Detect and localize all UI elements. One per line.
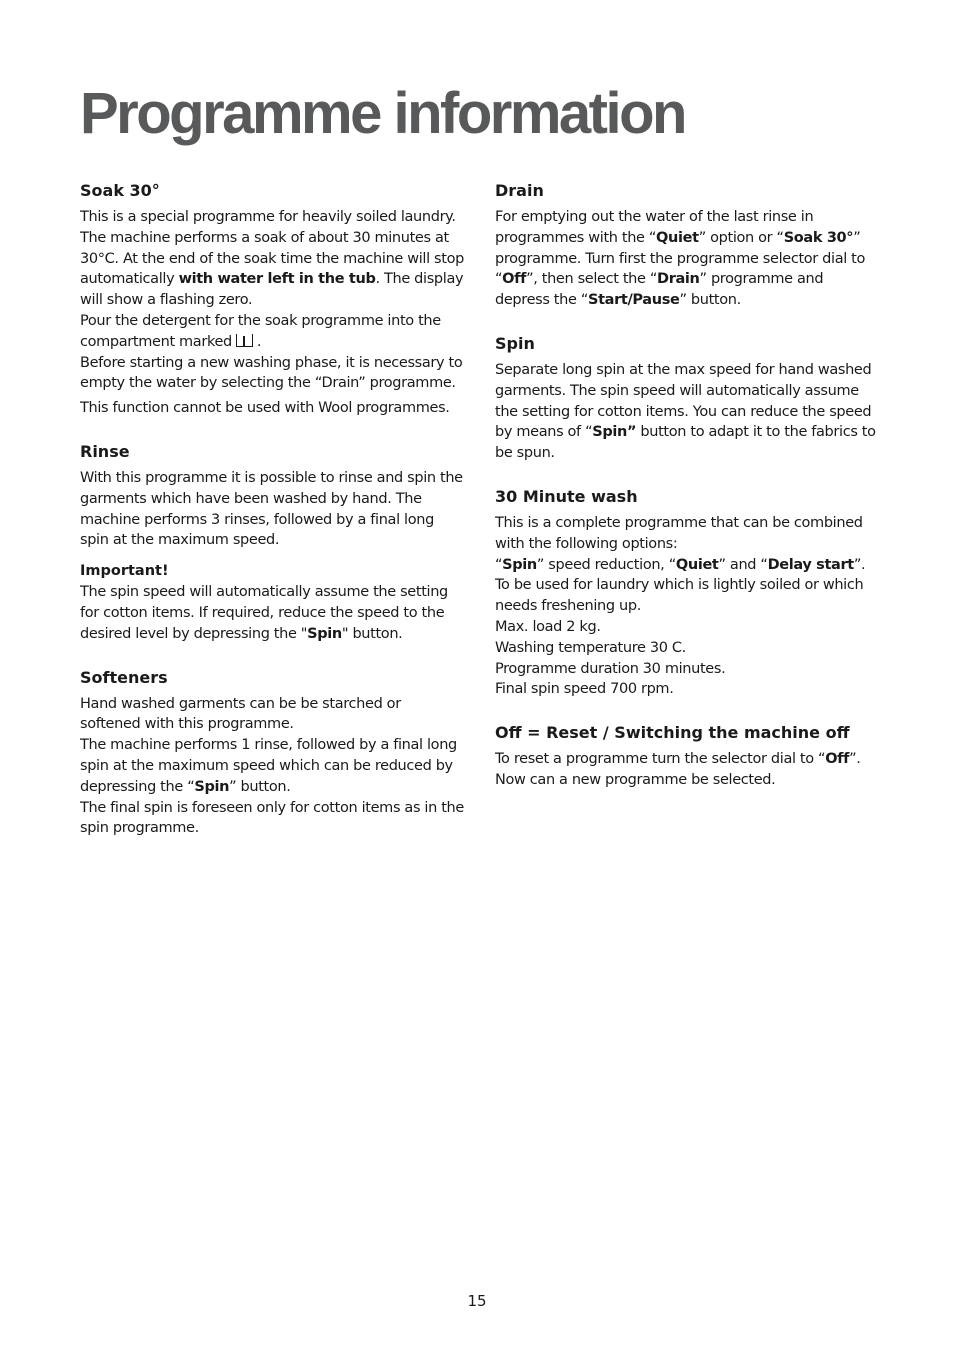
section-spin (495, 333, 880, 464)
softeners-paragraph-3: The final spin is foreseen only for cotton items as in the spin programme. (80, 799, 464, 837)
thirty-minute-max-load: Max. load 2 kg. (495, 618, 601, 635)
thirty-minute-spin-speed: Final spin speed 700 rpm. (495, 681, 674, 698)
softeners-paragraph-1: Hand washed garments can be be starched or softened with this programme. (80, 695, 401, 733)
thirty-minute-temperature: Washing temperature 30 C. (495, 639, 686, 656)
softeners-heading: Softeners (80, 667, 168, 687)
left-column (80, 180, 465, 861)
section-30-minute-wash (495, 486, 880, 700)
thirty-minute-options: “Spin” speed reduction, “Quiet” and “Delay start”. (495, 556, 866, 573)
right-column (495, 180, 880, 813)
drain-paragraph: For emptying out the water of the last rinse in programmes with the “Quiet” option or “Soak 30°” programme. Turn first the programme selector dial to “Off”, then select the “Drain” programme and depress the “Start/Pause” button. (495, 209, 866, 309)
soak-paragraph-3: Before starting a new washing phase, it is necessary to empty the water by selecting the “Drain” programme. (80, 354, 463, 392)
section-softeners (80, 667, 465, 840)
page-number: 15 (467, 1292, 487, 1310)
spin-heading: Spin (495, 333, 535, 353)
reset-paragraph-1: To reset a programme turn the selector dial to “Off”. (495, 751, 861, 768)
thirty-minute-heading: 30 Minute wash (495, 486, 638, 506)
soak-heading: Soak 30° (80, 181, 160, 200)
soak-paragraph-4: This function cannot be used with Wool programmes. (80, 400, 450, 417)
thirty-minute-duration: Programme duration 30 minutes. (495, 660, 726, 677)
section-rinse (80, 441, 465, 645)
section-reset (495, 722, 880, 791)
rinse-heading: Rinse (80, 441, 130, 461)
thirty-minute-paragraph-1: This is a complete programme that can be combined with the following options: (495, 514, 863, 552)
rinse-paragraph-2: The spin speed will automatically assume the setting for cotton items. If required, reduce the speed to the desired level by depressing the "Spin" button. (80, 584, 448, 642)
reset-paragraph-2: Now can a new programme be selected. (495, 771, 776, 788)
spin-paragraph: Separate long spin at the max speed for hand washed garments. The spin speed will automatically assume the setting for cotton items. You can reduce the speed by means of “Spin” button to adapt it to the fabrics to be spun. (495, 361, 876, 462)
rinse-paragraph-1: With this programme it is possible to rinse and spin the garments which have been washed by hand. The machine performs 3 rinses, followed by a final long spin at the maximum speed. (80, 469, 463, 549)
rinse-important-heading: Important! (80, 563, 169, 580)
drain-heading: Drain (495, 181, 544, 200)
thirty-minute-paragraph-3: To be used for laundry which is lightly soiled or which needs freshening up. (495, 577, 864, 615)
soak-paragraph-1: This is a special programme for heavily soiled laundry. The machine performs a soak of about 30 minutes at 30°C. At the end of the soak time the machine will stop automatically with water left in the tub. The display will show a flashing zero. (80, 209, 464, 309)
section-soak (80, 180, 465, 419)
section-drain (495, 180, 880, 311)
page-title: Programme information (80, 81, 685, 146)
soak-compartment-icon (236, 334, 253, 347)
reset-heading: Off = Reset / Switching the machine off (495, 723, 850, 743)
soak-paragraph-2: Pour the detergent for the soak programme into the compartment marked . (80, 312, 441, 350)
softeners-paragraph-2: The machine performs 1 rinse, followed by a final long spin at the maximum speed which can be reduced by depressing the “Spin” button. (80, 737, 457, 795)
